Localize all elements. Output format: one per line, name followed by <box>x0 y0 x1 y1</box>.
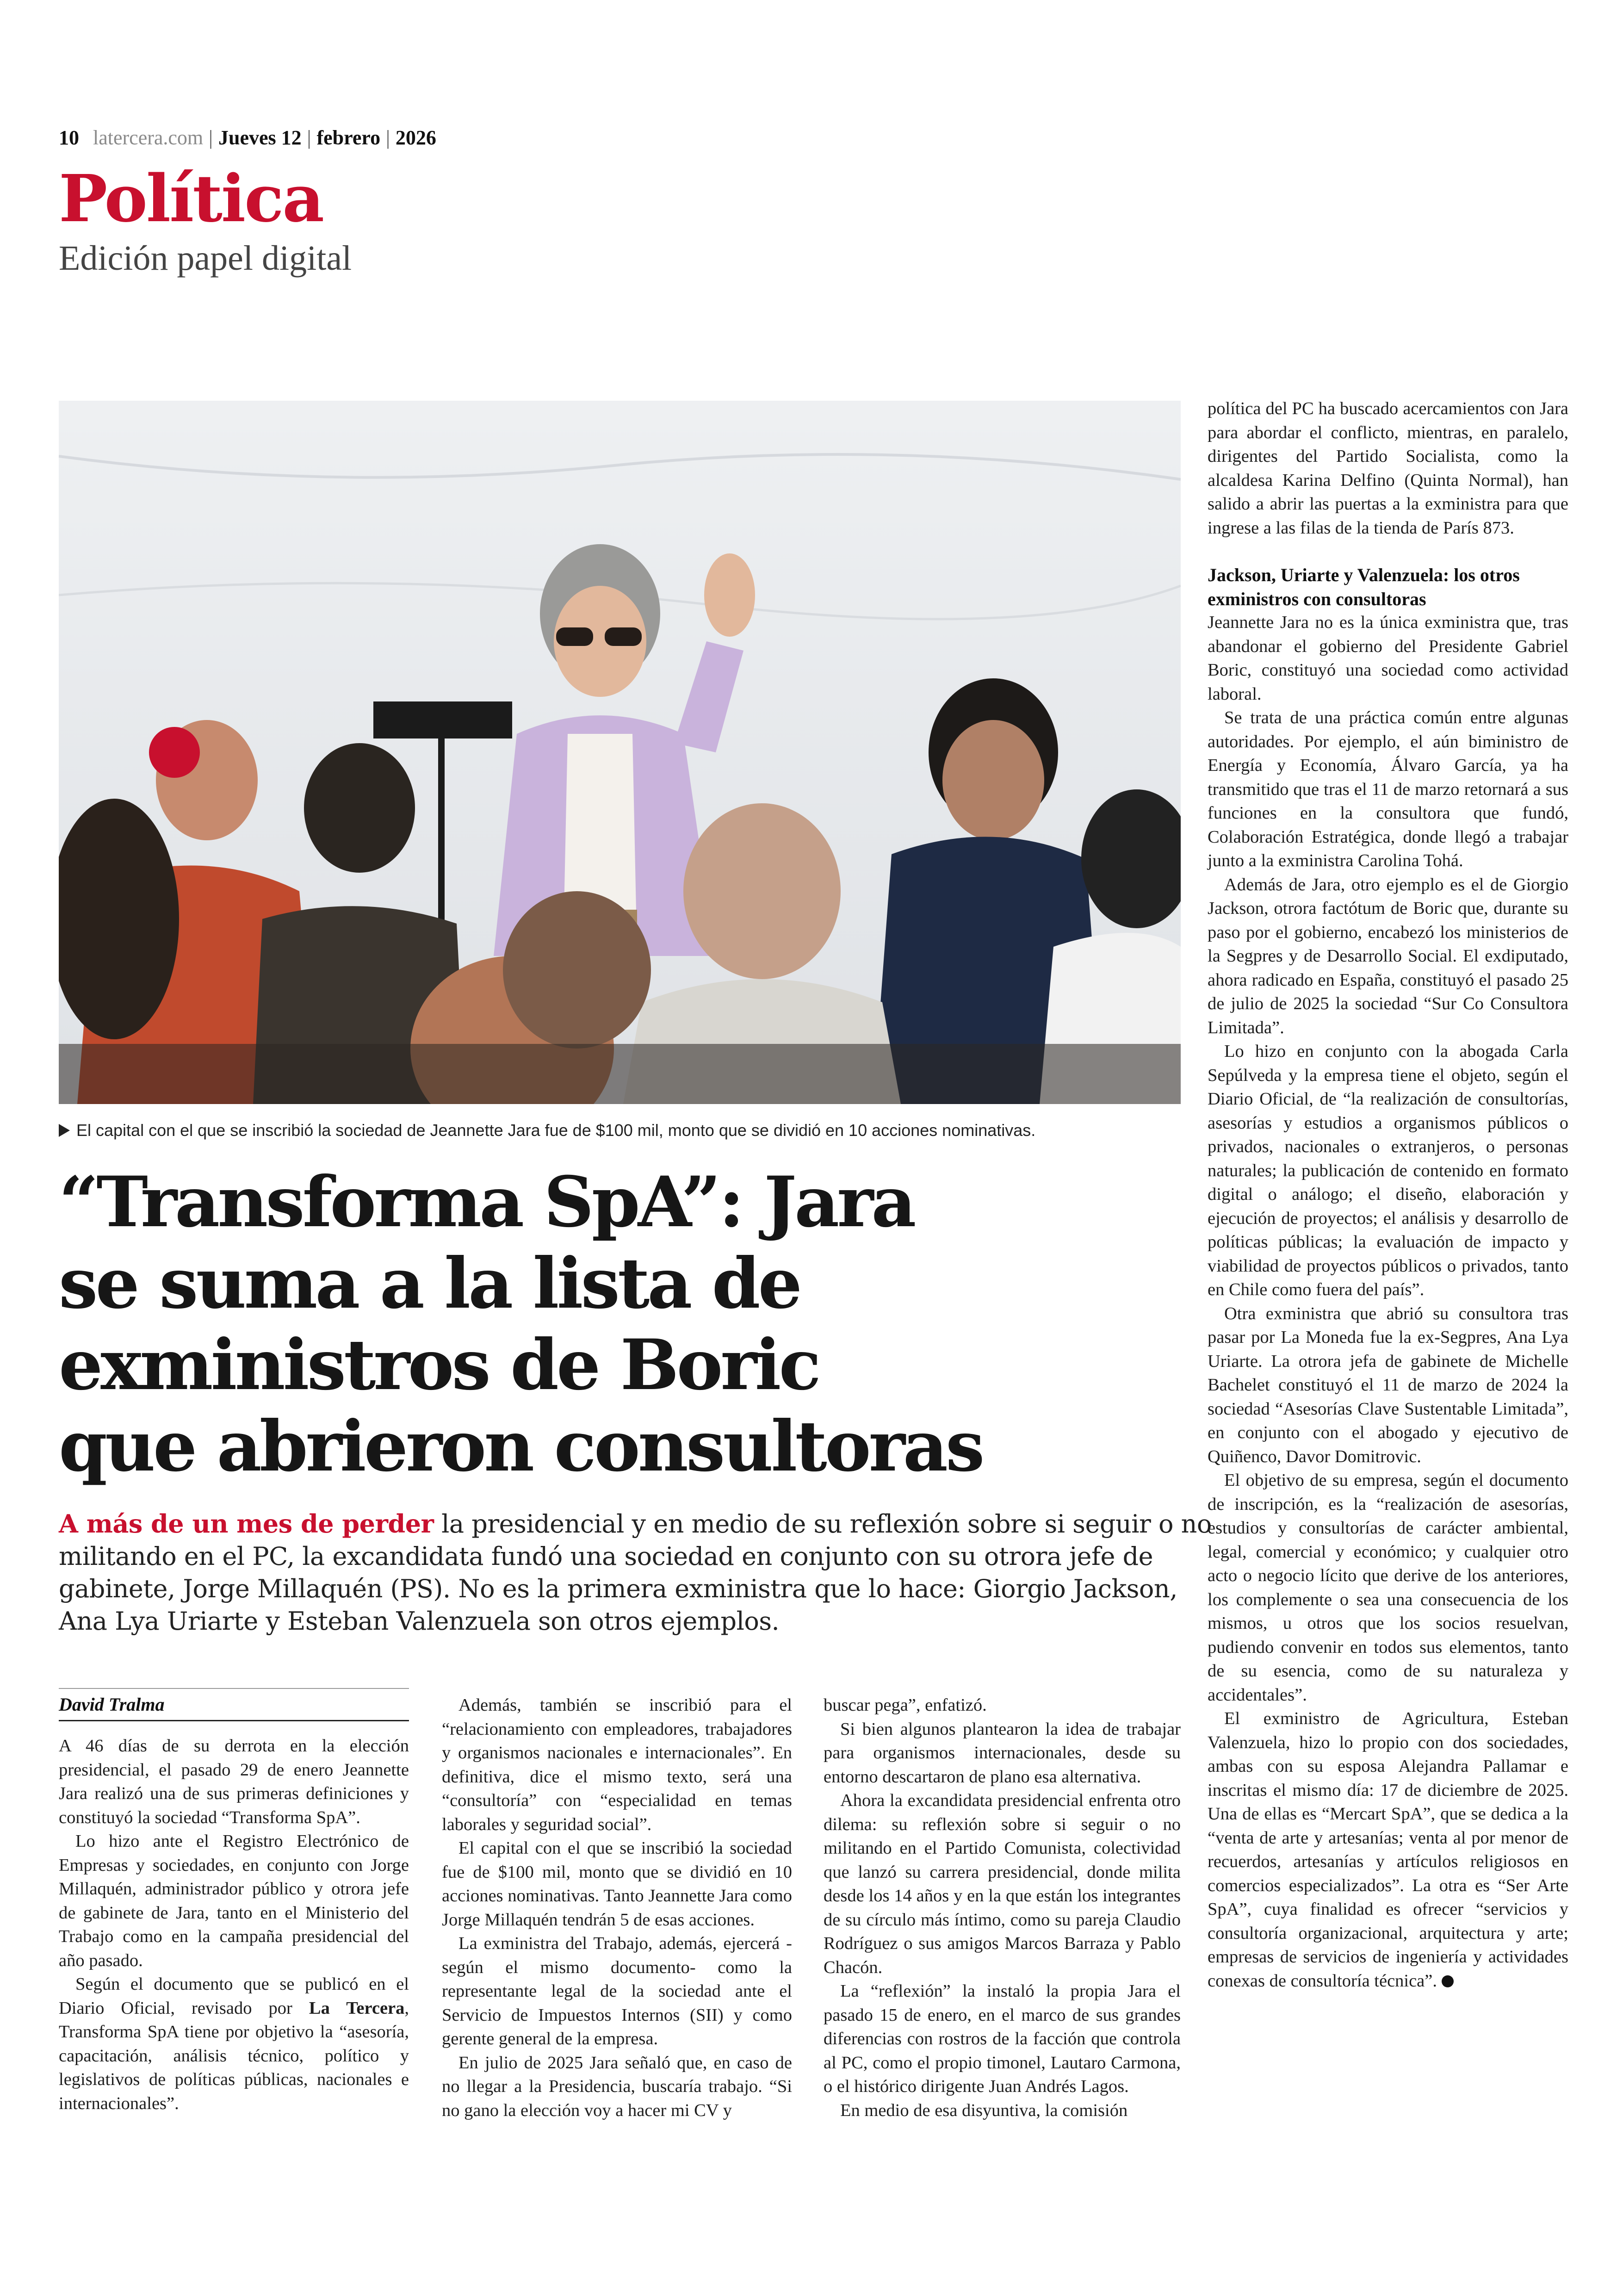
date-month: febrero <box>316 126 381 149</box>
date-year: 2026 <box>395 126 436 149</box>
edition-label: Edición papel digital <box>59 239 352 278</box>
lead-photo-illustration <box>59 401 1181 1104</box>
dek <box>59 1508 1212 1638</box>
body-paragraph: Ahora la excandidata presidencial enfrenta otro dilema: su reflexión sobre si seguir o no militando en el Partido Comunista, colectividad que lanzó su carrera presidencial, donde milita desde los 14 años y en la que están los integrantes de su círculo más íntimo, como su pareja Claudio Rodríguez o sus amigos Marcos Barraza y Pablo Chacón. <box>824 1791 1181 1977</box>
body-paragraph: Jeannette Jara no es la única exministra que, tras abandonar el gobierno del Presidente Gabriel Boric, constituyó una sociedad como actividad laboral. <box>1208 613 1568 704</box>
body-paragraph: El objetivo de su empresa, según el documento de inscripción, es la “realización de asesorías, estudios y consultorías de carácter ambiental, legal, comercial y económico; y cualquier otro acto o negocio lícito que derive de los anteriores, los complemente o sea una consecuencia de los mismos, u otros que los socios resuelvan, pudiendo convenir en todos sus elementos, tanto de su esencia, como de su naturaleza y accidentales”. <box>1208 1471 1568 1705</box>
end-mark-icon <box>1442 1975 1454 1987</box>
body-paragraph: Además, también se inscribió para el “relacionamiento con empleadores, trabajadores y organismos nacionales e internacionales”. En definitiva, dice el mismo texto, será una “consultoría” con “especialidad en temas laborales y seguridad social”. <box>442 1695 792 1834</box>
byline: David Tralma <box>59 1694 409 1721</box>
body-paragraph: Según el documento que se publicó en el Diario Oficial, revisado por La Tercera, Transforma SpA tiene por objetivo la “asesoría, capacitación, análisis técnico, político y legislativos de políticas públicas, nacionales e internacionales”. <box>59 1974 409 2113</box>
dek-lead: A más de un mes de perder <box>59 1509 434 1539</box>
body-paragraph: Lo hizo en conjunto con la abogada Carla Sepúlveda y la empresa tiene el objeto, según el Diario Oficial, de “la realización de consultorías, asesorías y estudios a organismos públicos o privados, nacionales o extranjeros, o personas naturales; la publicación de contenido en formato digital o análogo; el diseño, elaboración y ejecución de proyectos; el análisis y desarrollo de políticas públicas; la evaluación de impacto y viabilidad de proyectos públicos o privados, tanto en Chile como fuera del país”. <box>1208 1042 1568 1299</box>
caption-arrow-icon <box>59 1124 70 1137</box>
headline-line: que abrieron consultoras <box>59 1406 983 1487</box>
photo-caption <box>59 1121 1181 1140</box>
dek-line: Ana Lya Uriarte y Esteban Valenzuela son otros ejemplos. <box>59 1607 780 1636</box>
dek-line: militando en el PC, la excandidata fundó una sociedad en conjunto con su otrora jefe de <box>59 1542 1153 1571</box>
dek-line: la presidencial y en medio de su reflexión sobre si seguir o no <box>434 1509 1212 1539</box>
body-column-2 <box>442 1694 792 2122</box>
section-title: Política <box>59 161 323 237</box>
headline-line: “Transforma SpA”: Jara <box>59 1161 914 1243</box>
site-name: latercera.com <box>93 126 204 149</box>
body-paragraph: En medio de esa disyuntiva, la comisión <box>840 2100 1128 2120</box>
lead-photo <box>59 401 1181 1104</box>
body-paragraph: Si bien algunos plantearon la idea de trabajar para organismos internacionales, desde su entorno descartaron de plano esa alternativa. <box>824 1719 1181 1787</box>
headline-line: exministros de Boric <box>59 1324 819 1406</box>
body-paragraph: política del PC ha buscado acercamientos con Jara para abordar el conflicto, mientras, en paralelo, dirigentes del Partido Socialista, como la alcaldesa Karina Delfino (Quinta Normal), han salido a abrir las puertas a la exministra para que ingrese a las filas de la tienda de París 873. <box>1208 399 1568 538</box>
body-column-4 <box>1208 397 1568 1993</box>
dek-line: gabinete, Jorge Millaquén (PS). No es la primera exministra que lo hace: Giorgio Jackson, <box>59 1574 1177 1603</box>
folio-line: 10 latercera.com | Jueves 12 | febrero | 2026 <box>59 126 436 149</box>
body-paragraph: Lo hizo ante el Registro Electrónico de Empresas y sociedades, en conjunto con Jorge Millaquén, administrador público y otrora jefe de gabinete de Jara, tanto en el Ministerio del Trabajo como en la campaña presidencial del año pasado. <box>59 1831 409 1970</box>
photo-caption-text: El capital con el que se inscribió la sociedad de Jeannette Jara fue de $100 mil, monto que se dividió en 10 acciones nominativas. <box>76 1121 1036 1140</box>
body-paragraph: El exministro de Agricultura, Esteban Valenzuela, hizo lo propio con dos sociedades, ambas con su esposa Alejandra Pallamar e inscritas el mismo día: 17 de diciembre de 2025. Una de ellas es “Mercart SpA”, que se dedica a la “venta de arte y artesanías; venta al por menor de recuerdos, artesanías y artículos religiosos en comercios especializados”. La otra es “Ser Arte SpA”, cuya finalidad es ofrecer “servicios y consultoría organizacional, arquitectura y arte; empresas de servicios de ingeniería y actividades conexas de consultoría técnica”. <box>1208 1709 1568 1991</box>
page-number: 10 <box>59 126 79 149</box>
body-paragraph: Además de Jara, otro ejemplo es el de Giorgio Jackson, otrora factótum de Boric que, durante su paso por el gobierno, encabezó los ministerios de la Segpres y de Desarrollo Social. El exdiputado, ahora radicado en España, constituyó el pasado 25 de julio de 2025 la sociedad “Sur Co Consultora Limitada”. <box>1208 875 1568 1037</box>
body-paragraph: Se trata de una práctica común entre algunas autoridades. Por ejemplo, el aún biministro de Energía y Economía, Álvaro García, ya ha transmitido que tras el 11 de marzo retornará a sus funciones en la consultora que fundó, Colaboración Estratégica, donde llegó a trabajar junto a la exministra Carolina Tohá. <box>1208 708 1568 870</box>
body-paragraph: Otra exministra que abrió su consultora tras pasar por La Moneda fue la ex-Segpres, Ana Lya Uriarte. La otrora jefa de gabinete de Michelle Bachelet constituyó el 11 de marzo de 2024 la sociedad “Asesorías Clave Sustentable Limitada”, en conjunto con el abogado y ejecutivo de Quiñenco, Davor Domitrovic. <box>1208 1303 1568 1466</box>
body-paragraph: El capital con el que se inscribió la sociedad fue de $100 mil, monto que se dividió en 10 acciones nominativas. Tanto Jeannette Jara como Jorge Millaquén tendrán 5 de esas acciones. <box>442 1838 792 1930</box>
byline-rule <box>59 1688 409 1689</box>
body-column-1 <box>59 1734 409 2116</box>
headline <box>59 1161 1181 1487</box>
date-day: Jueves 12 <box>218 126 302 149</box>
subhead: Jackson, Uriarte y Valenzuela: los otros exministros con consultoras <box>1208 565 1520 609</box>
body-paragraph: En julio de 2025 Jara señaló que, en caso de no llegar a la Presidencia, buscaría trabajo. “Si no gano la elección voy a hacer mi CV y <box>442 2053 792 2120</box>
headline-line: se suma a la lista de <box>59 1243 800 1324</box>
newspaper-name: La Tercera <box>309 1998 405 2018</box>
body-paragraph: A 46 días de su derrota en la elección presidencial, el pasado 29 de enero Jeannette Jara realizó una de sus primeras definiciones y constituyó la sociedad “Transforma SpA”. <box>59 1736 409 1827</box>
body-paragraph: La “reflexión” la instaló la propia Jara el pasado 15 de enero, en el marco de sus grandes diferencias con rostros de la facción que controla al PC, como el propio timonel, Lautaro Carmona, o el histórico dirigente Juan Andrés Lagos. <box>824 1981 1181 2096</box>
body-paragraph: La exministra del Trabajo, además, ejercerá -según el mismo documento- como la representante legal de la sociedad ante el Servicio de Impuestos Internos (SII) y como gerente general de la empresa. <box>442 1934 792 2048</box>
body-column-3 <box>824 1694 1181 2122</box>
body-paragraph: buscar pega”, enfatizó. <box>824 1695 987 1715</box>
